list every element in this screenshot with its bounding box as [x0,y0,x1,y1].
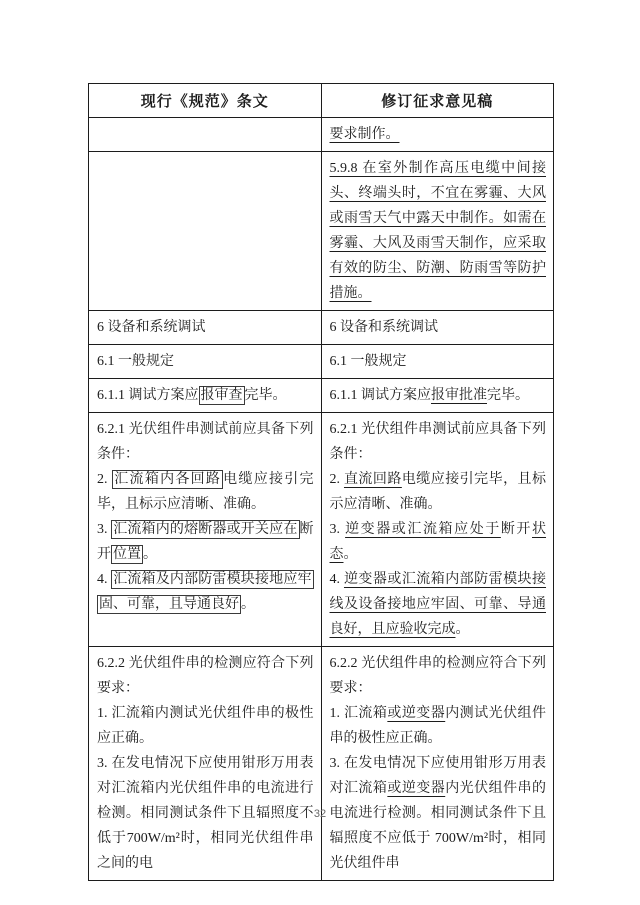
cell-left [89,152,322,311]
cell-left [89,311,322,345]
text-segment: 。 [143,547,157,562]
paragraph [330,467,547,517]
text-segment: 6.2.1 光伏组件串测试前应具备下列条件： [329,422,546,462]
comparison-table [88,83,554,881]
cell-right [321,647,554,881]
text-segment: 6.2.2 光伏组件串的检测应符合下列要求： [329,656,546,696]
paragraph [330,122,547,147]
paragraph [330,567,547,642]
text-segment: 2. [97,472,113,487]
column-header-revised-draft: 修订征求意见稿 [321,84,554,118]
text-segment: 6 设备和系统调试 [97,320,206,335]
text-segment: 1. 汇流箱 [329,706,388,721]
cell-right [321,311,554,345]
table-row [89,311,554,345]
table-row [89,118,554,152]
text-segment: 1. 汇流箱内测试光伏组件串的极性应正确。 [97,706,314,746]
inserted-text: 逆变器或汇流箱应处于 [345,522,501,537]
text-segment: 完毕。 [487,388,529,403]
paragraph [97,701,314,751]
deleted-text: 报审查 [200,388,243,403]
header-row [89,84,554,118]
text-segment: 电缆应接引完毕，且标示应清晰、准确。 [329,472,547,512]
table-header [89,84,554,118]
cell-left [89,647,322,881]
paragraph [330,417,547,467]
text-segment: 4. [329,572,344,587]
deleted-text: 汇流箱及内部防雷模块接地应牢固、可靠，且导通良好 [99,572,312,612]
text-segment: 4. [97,572,112,587]
paragraph [330,315,547,340]
text-segment: 。 [241,597,255,612]
paragraph [330,651,547,701]
paragraph [330,156,547,306]
table-row [89,647,554,881]
cell-right [321,345,554,379]
text-segment: 6.2.2 光伏组件串的检测应符合下列要求： [97,656,314,696]
deleted-text: 汇流箱内的熔断器或开关应在 [113,522,298,537]
text-segment: 。 [343,547,358,562]
paragraph [330,701,547,751]
text-segment: 。 [455,622,470,637]
cell-right [321,152,554,311]
paragraph [97,417,314,467]
inserted-text: 5.9.8 在室外制作高压电缆中间接头、终端头时，不宜在雾霾、大风或雨雪天气中露天中制作。如需在雾霾、大风及雨雪天制作，应采取有效的防尘、防潮、防雨雪等防护措施。 [329,161,546,301]
paragraph [97,517,314,567]
text-segment: 6.1.1 调试方案应 [329,388,431,403]
deleted-text: 位置 [113,547,141,562]
text-segment: 6.1 一般规定 [329,354,407,369]
text-segment: 内光伏组件串的电流进行检测。相同测试条件下且辐照度不应低于 700W/m²时，相同光伏组件串 [329,781,547,871]
cell-left [89,118,322,152]
table-body [89,118,554,881]
cell-left [89,413,322,647]
column-header-current-spec: 现行《规范》条文 [89,84,322,118]
paragraph [97,567,314,617]
paragraph [97,349,314,374]
text-segment: 3. 在发电情况下应使用钳形万用表对汇流箱内光伏组件串的电流进行检测。相同测试条件下且辐照度不低于700W/m²时，相同光伏组件串之间的电 [97,756,314,871]
inserted-text: 逆变器或汇流箱内部防雷模块接线及设备接地应牢固、可靠、导通良好，且应验收完成 [329,572,547,637]
paragraph [97,467,314,517]
text-segment: 3. [329,522,346,537]
cell-right [321,118,554,152]
text-segment: 断开 [500,522,533,537]
table-row [89,413,554,647]
text-segment: 内测试光伏组件串的极性应正确。 [329,706,547,746]
cell-left [89,379,322,413]
text-segment: 3. 在发电情况下应使用钳形万用表对汇流箱 [329,756,546,796]
text-segment: 6 设备和系统调试 [329,320,438,335]
inserted-text: 报审批准 [431,388,487,403]
table-row [89,379,554,413]
text-segment: 3. [97,522,112,537]
text-segment: 6.1 一般规定 [97,354,174,369]
cell-right [321,379,554,413]
cell-left [89,345,322,379]
text-segment: 2. [329,472,344,487]
text-segment: 断开 [97,522,314,562]
inserted-text: 或逆变器 [387,781,446,796]
inserted-text: 或逆变器 [387,706,446,721]
text-segment: 完毕。 [244,388,287,403]
paragraph [97,315,314,340]
paragraph [330,383,547,408]
paragraph [330,349,547,374]
text-segment: 6.2.1 光伏组件串测试前应具备下列条件： [97,422,314,462]
inserted-text: 要求制作。 [329,127,400,142]
inserted-text: 直流回路 [343,472,402,487]
deleted-text: 汇流箱内各回路 [114,472,222,487]
paragraph [97,651,314,701]
page-number: 32 [313,808,327,820]
paragraph [330,517,547,567]
text-segment: 6.1.1 调试方案应 [97,388,199,403]
table-row [89,345,554,379]
cell-right [321,413,554,647]
table-row [89,152,554,311]
paragraph [97,383,314,408]
text-segment: 电缆应接引完毕，且标示应清晰、准确。 [97,472,314,512]
inserted-text: 状态 [329,522,547,562]
